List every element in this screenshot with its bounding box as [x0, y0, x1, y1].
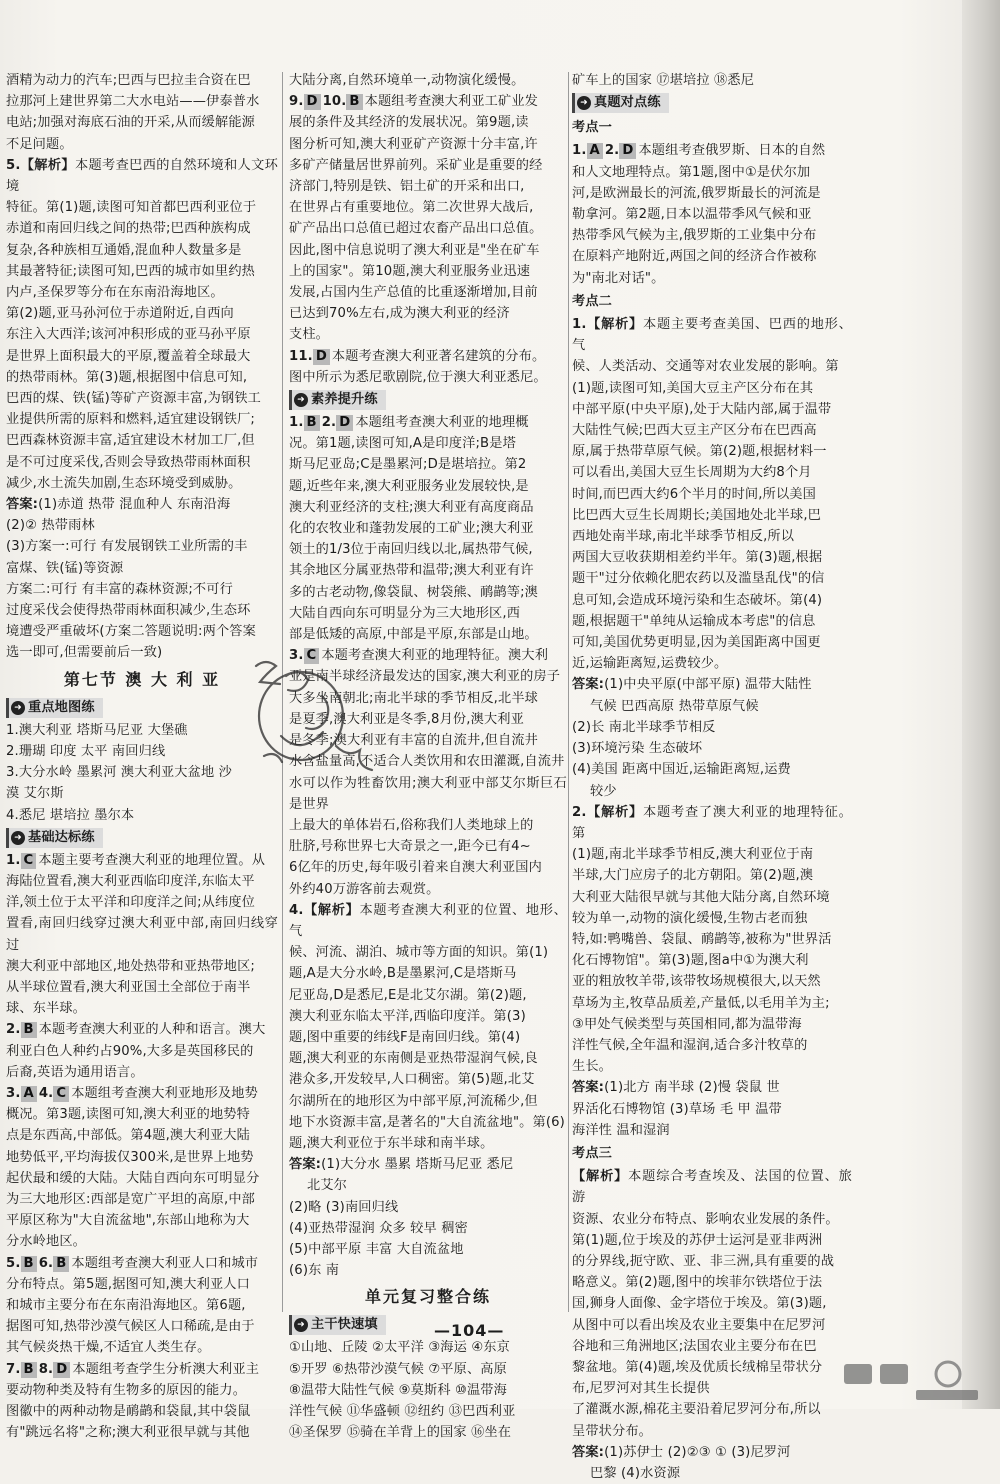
- answer-line: (6)东 南: [289, 1263, 340, 1279]
- answer-box: A: [587, 143, 603, 159]
- text-line: 多的古老动物,像袋鼠、树袋熊、鸸鹋等;澳: [289, 584, 539, 600]
- text-line: 地下水资源丰富,是著名的"大自流盆地"。第(6): [289, 1114, 565, 1130]
- text-line: 东注入大西洋;该河冲积形成的亚马孙平原: [6, 327, 251, 343]
- text-line: 半球,大门应房子的北方朝阳。第(2)题,澳: [572, 868, 814, 884]
- answer-box: C: [53, 1086, 69, 1102]
- fill-line: 洋性气候 ⑪华盛顿 ⑫纽约 ⑬巴西利亚: [289, 1403, 516, 1419]
- arrow-icon: ➜: [11, 701, 25, 715]
- arrow-icon: ➜: [294, 393, 308, 407]
- q1-first-line: 1. C 本题主要考查澳大利亚的地理位置。从: [6, 852, 266, 868]
- answer-box: D: [53, 1362, 70, 1378]
- text-line: 的热带雨林。第(3)题,根据图中信息可知,: [6, 369, 248, 385]
- watermark-logo-icon: [836, 1356, 986, 1404]
- text-line: 大多坐南朝北;南北半球的季节相反,北半球: [289, 690, 539, 706]
- text-line: 洋,领土位于太平洋和印度洋之间;从纬度位: [6, 895, 256, 911]
- q11-first-line: 11. D 本题考查澳大利亚著名建筑的分布。: [289, 348, 546, 364]
- list-item: 3.大分水岭 墨累河 澳大利亚大盆地 沙: [6, 765, 232, 781]
- text-line: 为三大地形区:西部是宽广平坦的高原,中部: [6, 1191, 256, 1207]
- answer-box: B: [21, 1022, 37, 1038]
- answer-line: (3)方案一:可行 有发展钢铁工业所需的丰: [6, 539, 248, 555]
- text-line: 中部平原(中央平原),处于大陆内部,属于温带: [572, 401, 832, 417]
- z1-first-line: 1. A 2. D 本题组考查俄罗斯、日本的自然: [572, 143, 826, 159]
- text-line: 外约40万游客前去观赏。: [289, 881, 440, 897]
- text-line: 巴西森林资源丰富,适宜建设木材加工厂,但: [6, 433, 255, 449]
- text-line: 点是东西高,中部低。第4题,澳大利亚大陆: [6, 1128, 250, 1144]
- section-tag: ➜ 真题对点练: [572, 93, 669, 113]
- section-title: 第七节 澳 大 利 亚: [63, 669, 221, 689]
- column-3: [572, 70, 852, 1484]
- text-line: 因此,图中信息说明了澳大利亚是"坐在矿车: [289, 242, 540, 258]
- text-line: 在原料产地附近,两国之间的经济合作被称: [572, 249, 817, 265]
- text-line: 从图中可以看出埃及农业主要集中在尼罗河: [572, 1317, 826, 1333]
- arrow-icon: ➜: [11, 831, 25, 845]
- text-line: 洋性气候,全年温和湿润,适合多汁牧草的: [572, 1037, 808, 1053]
- text-line: (1)题,南北半球季节相反,澳大利亚位于南: [572, 847, 814, 863]
- text-line: 况。第1题,读图可知,A是印度洋;B是塔: [289, 436, 516, 452]
- text-line: 在世界占有重要地位。第二次世界大战后,: [289, 200, 534, 216]
- text-line: 其余地区分属亚热带和温带;澳大利亚有许: [289, 563, 534, 579]
- text-line: 近,运输距离短,运费较少。: [572, 656, 728, 672]
- text-line: 资源、农业分布特点、影响农业发展的条件。: [572, 1211, 839, 1227]
- text-line: 西地处南半球,南北半球季节相反,所以: [572, 529, 795, 545]
- answer-line: (4)美国 距离中国近,运输距离短,运费: [572, 762, 791, 778]
- text-line: 澳大利亚东临太平洋,西临印度洋。第(3): [289, 1008, 526, 1024]
- answer-box: B: [21, 1362, 37, 1378]
- text-line: 复杂,各种族相互通婚,混血种人数量多是: [6, 242, 242, 258]
- text-line: 亚是南半球经济最发达的国家,澳大利亚的房子: [289, 669, 561, 685]
- text-line: 了灌溉水源,棉花主要沿着尼罗河分布,所以: [572, 1402, 821, 1418]
- arrow-icon: ➜: [577, 96, 591, 110]
- list-item: 1.澳大利亚 塔斯马尼亚 大堡礁: [6, 722, 188, 738]
- answer-line: 方案二:可行 有丰富的森林资源;不可行: [6, 581, 233, 597]
- q5-first-line: 5.【解析】本题考查巴西的自然环境和人文环境: [6, 157, 279, 195]
- answer-line: 气候 巴西高原 热带草原气候: [590, 698, 759, 714]
- text-line: 是夏季,澳大利亚是冬季,8月份,澳大利亚: [289, 711, 524, 727]
- text-line: 地势低平,平均海拔仅300米,是世界上地势: [6, 1149, 254, 1165]
- text-line: 不足问题。: [6, 136, 73, 152]
- text-line: 减少,水土流失加剧,生态环境受到威胁。: [6, 475, 242, 491]
- text-line: 斯马尼亚岛;C是墨累河;D是堪培拉。第2: [289, 457, 527, 473]
- answer-line: 界活化石博物馆 (3)草场 毛 甲 温带: [572, 1101, 782, 1117]
- fill-line: ⑤开罗 ⑥热带沙漠气候 ⑦平原、高原: [289, 1361, 507, 1377]
- text-line: 略意义。第(2)题,图中的埃菲尔铁塔位于法: [572, 1275, 823, 1291]
- text-line: 矿产品出口总值已超过农畜产品出口总值。: [289, 221, 543, 237]
- text-line: 澳大利亚中部地区,地处热带和亚热带地区;: [6, 958, 256, 974]
- text-line: ③甲处气候类型与英国相同,都为温带海: [572, 1016, 802, 1032]
- text-line: 其气候炎热干燥,不适宜人类生存。: [6, 1340, 211, 1356]
- answer-line: 答案:(1)大分水 墨累 塔斯马尼亚 悉尼: [289, 1157, 514, 1173]
- text-line: 图分析可知,澳大利亚矿产资源十分丰富,许: [289, 136, 538, 152]
- answer-line: 境遭受严重破坏(方案二答题说明:两个答案: [6, 624, 256, 640]
- text-line: 上最大的单体岩石,俗称我们人类地球上的: [289, 817, 534, 833]
- text-line: 可以看出,美国大豆生长周期为大约8个月: [572, 465, 812, 481]
- section-tag: ➜ 基础达标练: [6, 828, 103, 848]
- answer-line: (5)中部平原 丰富 大自流盆地: [289, 1241, 464, 1257]
- text-line: 特,如:鸭嘴兽、袋鼠、鸸鹋等,被称为"世界活: [572, 931, 832, 947]
- answer-box: D: [313, 349, 330, 365]
- text-line: 大陆性气候;巴西大豆主产区分布在巴西高: [572, 423, 817, 439]
- text-line: 有"跳远名将"之称;澳大利亚很早就与其他: [6, 1425, 250, 1441]
- text-line: 国,狮身人面像、金字塔位于埃及。第(3)题,: [572, 1296, 827, 1312]
- answer-box: C: [304, 648, 320, 664]
- fill-line: ①山地、丘陵 ②太平洋 ③海运 ④东京: [289, 1340, 510, 1356]
- text-line: 球、东半球。: [6, 1001, 87, 1017]
- text-line: 水可以作为牲畜饮用;澳大利亚中部艾尔斯巨石是世界: [289, 775, 567, 812]
- answer-box: D: [304, 94, 321, 110]
- text-line: 已达到70%左右,成为澳大利亚的经济: [289, 306, 510, 322]
- text-line: 展的条件及其经济的发展状况。第9题,读: [289, 115, 529, 131]
- text-line: 济部门,特别是铁、铝土矿的开采和出口,: [289, 179, 525, 195]
- text-line: 后裔,英语为通用语言。: [6, 1064, 144, 1080]
- answer-line: (2)② 热带雨林: [6, 518, 95, 534]
- text-line: 6亿年的历史,每年吸引着来自澳大利亚国内: [289, 860, 542, 876]
- answer-line: 答案:(1)赤道 热带 混血种人 东南沿海: [6, 497, 231, 513]
- text-line: 生长。: [572, 1059, 613, 1075]
- text-line: 第(2)题,亚马孙河位于赤道附近,自西向: [6, 306, 234, 322]
- text-line: (1)题,读图可知,美国大豆主产区分布在其: [572, 380, 814, 396]
- answer-box: B: [346, 94, 362, 110]
- text-line: 平原区称为"大自流盆地",东部山地称为大: [6, 1213, 250, 1229]
- text-line: 巴西的煤、铁(锰)等矿产资源丰富,为钢铁工: [6, 391, 262, 407]
- answer-line: (4)亚热带湿润 众多 较早 稠密: [289, 1220, 468, 1236]
- text-line: 息可知,会造成环境污染和生态破坏。第(4): [572, 592, 823, 608]
- text-line: 电站;加强对海底石油的开采,从而缓解能源: [6, 115, 256, 131]
- text-line: 较为单一,动物的演化缓慢,生物古老而独: [572, 910, 808, 926]
- text-line: 是冬季;澳大利亚有丰富的自流井,但自流井: [289, 733, 539, 749]
- text-line: 比巴西大豆生长周期长;美国地处北半球,巴: [572, 507, 822, 523]
- arrow-icon: ➜: [294, 1318, 308, 1332]
- text-line: 题,图中重要的纬线F是南回归线。第(4): [289, 1029, 521, 1045]
- text-line: 赤道和南回归线之间的热带;巴西种族构成: [6, 221, 251, 237]
- text-line: 草场为主,牧草品质差,产量低,以毛用羊为主;: [572, 995, 830, 1011]
- text-line: 勒拿河。第2题,日本以温带季风气候和亚: [572, 207, 812, 223]
- text-line: 是不可过度采伐,否则会导致热带雨林面积: [6, 454, 251, 470]
- text-line: 谷地和三角洲地区;法国农业主要分布在巴: [572, 1338, 817, 1354]
- q910-first-line: 9. D 10. B 本题组考查澳大利亚工矿业发: [289, 94, 539, 110]
- text-line: 澳大利亚经济的支柱;澳大利亚有高度商品: [289, 499, 534, 515]
- text-line: 海陆位置看,澳大利亚西临印度洋,东临太平: [6, 873, 255, 889]
- answer-box: D: [619, 143, 636, 159]
- text-line: 港众多,开发较早,人口稠密。第(5)题,北艾: [289, 1072, 535, 1088]
- answer-line: 较少: [590, 783, 617, 799]
- section-title: 单元复习整合练: [364, 1287, 491, 1307]
- text-line: 从半球位置看,澳大利亚国土全部位于南半: [6, 979, 251, 995]
- text-line: 是世界上面积最大的平原,覆盖着全球最大: [6, 348, 251, 364]
- text-line: 题,A是大分水岭,B是墨累河,C是塔斯马: [289, 966, 517, 982]
- text-line: 为"南北对话"。: [572, 270, 665, 286]
- text-line: 题,澳大利亚的东南侧是亚热带湿润气候,良: [289, 1051, 538, 1067]
- answer-box: B: [21, 1256, 37, 1272]
- text-line: 尼亚岛,D是悉尼,E是北艾尔湖。第(2)题,: [289, 987, 527, 1003]
- text-line: 发展,占国内生产总值的比重逐渐增加,目前: [289, 285, 538, 301]
- z4-first-line: 2.【解析】本题考查了澳大利亚的地理特征。第: [572, 804, 852, 841]
- exam-point-heading: 考点三: [572, 1145, 613, 1161]
- list-item: 漠 艾尔斯: [6, 786, 64, 802]
- text-line: 原,属于热带草原气候。第(2)题,根据材料一: [572, 444, 827, 460]
- text-line: 亚的粗放牧羊带,该带牧场规模很大,以天然: [572, 974, 821, 990]
- q2-first-line: 2. B 本题考查澳大利亚的人种和语言。澳大: [6, 1022, 266, 1038]
- text-line: 和城市主要分布在东南沿海地区。第6题,: [6, 1297, 246, 1313]
- s3-first-line: 3. C 本题考查澳大利亚的地理特征。澳大利: [289, 648, 549, 664]
- exam-point-heading: 考点二: [572, 293, 613, 309]
- text-line: 概况。第3题,读图可知,澳大利亚的地势特: [6, 1107, 250, 1123]
- answer-box: A: [21, 1086, 37, 1102]
- exam-point-heading: 考点一: [572, 120, 613, 136]
- text-line: 可知,美国优势更明显,因为美国距离中国更: [572, 635, 821, 651]
- fill-line: ⑭圣保罗 ⑮骑在羊背上的国家 ⑯坐在: [289, 1425, 512, 1441]
- text-line: 大陆分离,自然环境单一,动物演化缓慢。: [289, 73, 525, 88]
- text-line: 领土的1/3位于南回归线以北,属热带气候,: [289, 542, 533, 558]
- answer-line: 答案:(1)中央平原(中部平原) 温带大陆性: [572, 677, 812, 693]
- answer-box: D: [336, 415, 353, 431]
- answer-line: 过度采伐会使得热带雨林面积减少,生态环: [6, 603, 251, 619]
- s1-first-line: 1. B 2. D 本题组考查澳大利亚的地理概: [289, 415, 529, 431]
- handwritten-stamp-icon: [226, 636, 396, 806]
- answer-line: 北艾尔: [307, 1178, 348, 1194]
- z5-first-line: 【解析】本题综合考查埃及、法国的位置、旅游: [572, 1169, 852, 1206]
- text-line: 要动物种类及特有生物多的原因的能力。: [6, 1382, 247, 1398]
- section-tag: ➜ 素养提升练: [289, 390, 386, 410]
- answer-line: 答案:(1)北方 南半球 (2)慢 袋鼠 世: [572, 1080, 780, 1096]
- text-line: 河,是欧洲最长的河流,俄罗斯最长的河流是: [572, 185, 821, 201]
- text-line: 和人文地理特点。第1题,图中①是伏尔加: [572, 164, 811, 180]
- fill-line: ⑧温带大陆性气候 ⑨莫斯科 ⑩温带海: [289, 1382, 507, 1398]
- binding-edge: [962, 0, 1000, 1409]
- answer-line: 富煤、铁(锰)等资源: [6, 560, 124, 576]
- text-line: 热带季风气候为主,俄罗斯的工业集中分布: [572, 228, 817, 244]
- text-line: 黎盆地。第(4)题,埃及优质长绒棉呈带状分: [572, 1359, 823, 1375]
- text-line: 酒精为动力的汽车;巴西与巴拉圭合资在巴: [6, 73, 251, 88]
- text-line: 分布特点。第5题,据图可知,澳大利亚人口: [6, 1276, 250, 1292]
- text-line: 肚脐,号称世界七大奇景之一,距今已有4~: [289, 839, 531, 855]
- text-line: 水含盐量高,不适合人类饮用和农田灌溉,自流井: [289, 754, 565, 770]
- text-line: 第(1)题,位于埃及的苏伊士运河是亚非两洲: [572, 1232, 823, 1248]
- text-line: 化的农牧业和蓬勃发展的工矿业;澳大利亚: [289, 521, 534, 537]
- text-line: 置看,南回归线穿过澳大利亚中部,南回归线穿过: [6, 916, 278, 953]
- text-line: 大陆自西向东可明显分为三大地形区,西: [289, 605, 521, 621]
- answer-line: (2)略 (3)南回归线: [289, 1199, 399, 1215]
- section-tag: ➜ 主干快速填: [289, 1315, 386, 1335]
- text-line: 图中所示为悉尼歌剧院,位于澳大利亚悉尼。: [289, 369, 547, 385]
- list-item: 4.悉尼 堪培拉 墨尔本: [6, 807, 135, 823]
- z3-first-line: 1.【解析】本题主要考查美国、巴西的地形、气: [572, 317, 852, 354]
- answer-line: 巴黎 (4)水资源: [590, 1466, 681, 1481]
- text-line: 上的国家"。第10题,澳大利亚服务业迅速: [289, 263, 531, 279]
- answer-line: 选一即可,但需要前后一致): [6, 645, 163, 661]
- text-line: 题,根据题干"单纯从运输成本考虑"的信息: [572, 613, 816, 629]
- text-line: 题干"过分依赖化肥农药以及滥垦乱伐"的信: [572, 571, 825, 587]
- text-line: 化石博物馆"。第(3)题,图a中①为澳大利: [572, 953, 809, 969]
- text-line: 多矿产储量居世界前列。采矿业是重要的经: [289, 157, 543, 173]
- text-line: 其最著特征;读图可知,巴西的城市如里约热: [6, 263, 256, 279]
- text-line: 部是低矮的高原,中部是平原,东部是山地。: [289, 627, 538, 643]
- section-tag: ➜ 重点地图练: [6, 698, 103, 718]
- q34-first-line: 3. A 4. C 本题组考查澳大利亚地形及地势: [6, 1085, 258, 1101]
- text-line: 候、河流、湖泊、城市等方面的知识。第(1): [289, 945, 549, 961]
- answer-line: 答案:(1)苏伊士 (2)②③ ① (3)尼罗河: [572, 1444, 791, 1460]
- text-line: 候、人类活动、交通等对农业发展的影响。第: [572, 359, 839, 375]
- text-line: 呈带状分布。: [572, 1423, 653, 1439]
- text-line: 起伏最和缓的大陆。大陆自西向东可明显分: [6, 1170, 260, 1186]
- answer-line: (3)环境污染 生态破坏: [572, 741, 703, 757]
- page-number: —104—: [434, 1321, 505, 1340]
- text-line: 支柱。: [289, 327, 330, 343]
- text-line: 的分界线,扼守欧、亚、非三洲,具有重要的战: [572, 1253, 835, 1269]
- text-line: 业提供所需的原料和燃料,适宜建设钢铁厂;: [6, 412, 256, 428]
- q78-first-line: 7. B 8. D 本题组考查学生分析澳大利亚主: [6, 1361, 260, 1377]
- text-line: 题,澳大利亚位于东半球和南半球。: [289, 1135, 494, 1151]
- s4-first-line: 4.【解析】本题考查澳大利亚的位置、地形、气: [289, 902, 568, 939]
- text-line: 大利亚大陆很早就与其他大陆分离,自然环境: [572, 889, 830, 905]
- text-line: 分水岭地区。: [6, 1234, 87, 1250]
- text-line: 两国大豆收获期相差约半年。第(3)题,根据: [572, 550, 823, 566]
- text-line: 拉那河上建世界第二大水电站——伊泰普水: [6, 94, 260, 110]
- text-line: 矿车上的国家 ⑰堪培拉 ⑱悉尼: [572, 73, 755, 88]
- text-line: 特征。第(1)题,读图可知首都巴西利亚位于: [6, 200, 257, 216]
- text-line: 内卢,圣保罗等分布在东南沿海地区。: [6, 285, 224, 301]
- answer-box: C: [21, 853, 37, 869]
- answer-line: (2)长 南北半球季节相反: [572, 719, 716, 735]
- text-line: 时间,而巴西大约6个半月的时间,所以美国: [572, 486, 816, 502]
- text-line: 利亚白色人种约占90%,大多是英国移民的: [6, 1043, 254, 1059]
- q56-first-line: 5. B 6. B 本题组考查澳大利亚人口和城市: [6, 1255, 259, 1271]
- text-line: 据图可知,热带沙漠气候区人口稀疏,是由于: [6, 1319, 255, 1335]
- answer-box: B: [53, 1256, 69, 1272]
- answer-line: 海洋性 温和湿润: [572, 1122, 670, 1138]
- list-item: 2.珊瑚 印度 太平 南回归线: [6, 743, 166, 759]
- text-line: 题,近些年来,澳大利亚服务业发展较快,是: [289, 478, 529, 494]
- text-line: 图徽中的两种动物是鸸鹋和袋鼠,其中袋鼠: [6, 1403, 251, 1419]
- text-line: 尔湖所在的地形区为中部平原,河流稀少,但: [289, 1093, 538, 1109]
- answer-box: B: [304, 415, 320, 431]
- column-divider: [568, 72, 569, 1312]
- text-line: 布,尼罗河对其生长提供: [572, 1381, 710, 1397]
